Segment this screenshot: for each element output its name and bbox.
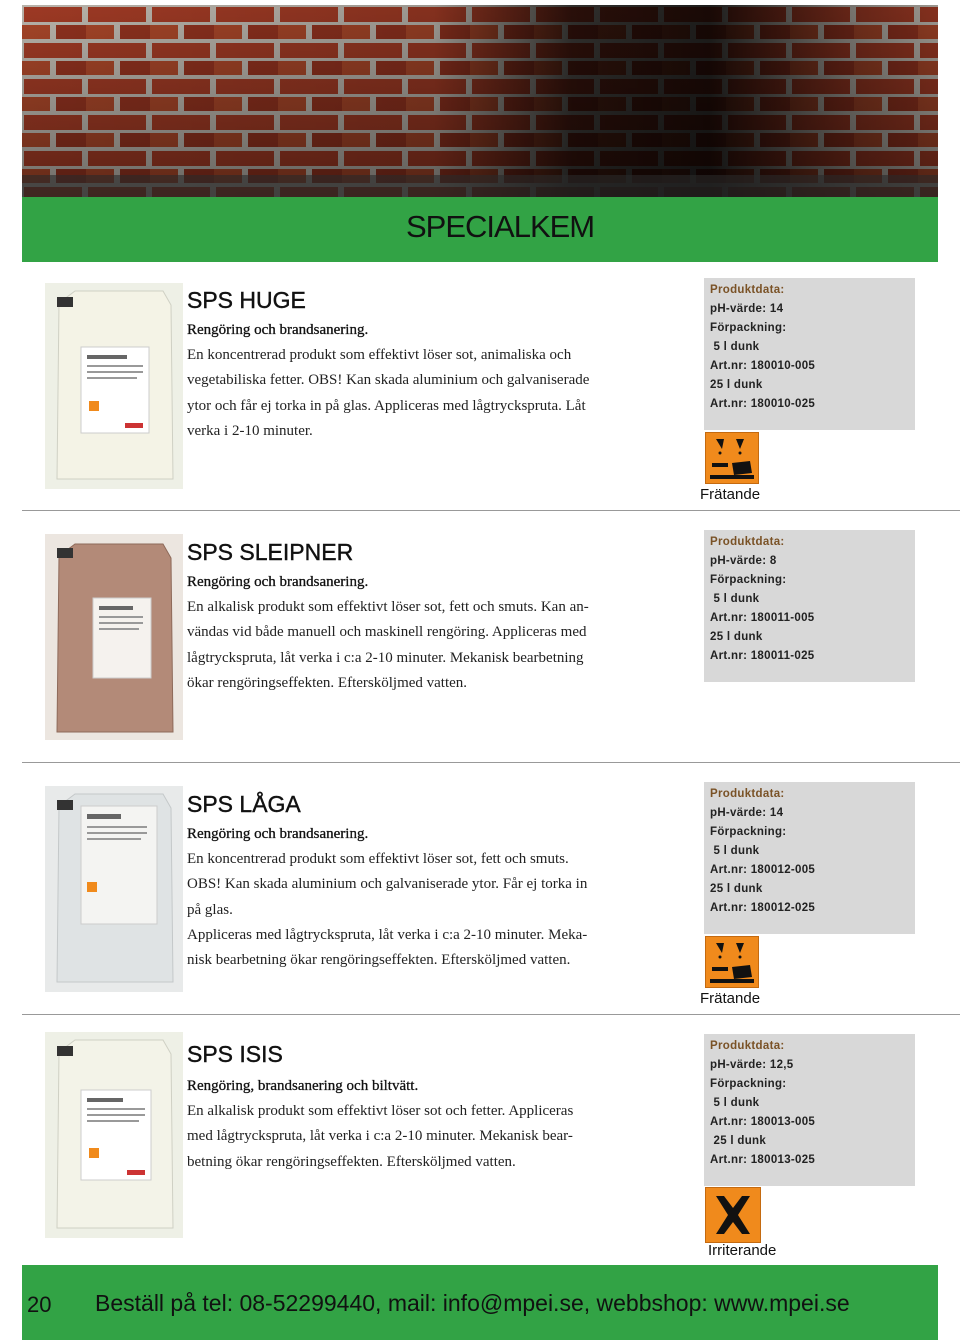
description-line: En koncentrerad produkt som effektivt löser sot, animaliska och	[187, 347, 572, 363]
hazard-label: Frätande	[700, 486, 761, 503]
product-image-sps-huge	[45, 283, 183, 489]
article-number: Art.nr: 180011-005	[710, 612, 815, 624]
product-image-sps-isis	[45, 1032, 183, 1238]
product-name: SPS ISIS	[187, 1041, 283, 1067]
package-size: 5 l dunk	[710, 845, 760, 857]
ph-value: pH-värde: 14	[710, 303, 784, 315]
packaging-label: Förpackning:	[710, 574, 787, 586]
divider	[22, 762, 960, 763]
description-line: En koncentrerad produkt som effektivt löser sot, fett och smuts.	[187, 851, 569, 867]
description-line: vändas vid både manuell och maskinell rengöring. Appliceras med	[187, 624, 587, 641]
product-name: SPS HUGE	[187, 287, 306, 313]
description-line: OBS! Kan skada aluminium och galvaniserade ytor. Får ej torka in	[187, 876, 588, 893]
section-title: SPECIALKEM	[406, 209, 595, 244]
product-data-box	[704, 278, 915, 430]
product-image-sps-sleipner	[45, 534, 183, 740]
ph-value: pH-värde: 14	[710, 807, 784, 819]
product-data-box	[704, 530, 915, 682]
product-data-heading: Produktdata:	[710, 536, 785, 548]
product-subtitle: Rengöring och brandsanering.	[187, 574, 369, 590]
divider	[22, 1014, 960, 1015]
section-banner	[22, 197, 938, 262]
product-data-box	[704, 782, 915, 934]
description-line: med lågtryckspruta, låt verka i c:a 2-10 minuter. Mekanisk bear-	[187, 1128, 573, 1145]
packaging-label: Förpackning:	[710, 826, 787, 838]
description-line: ytor och får ej torka in på glas. Appliceras med lågtryckspruta. Låt	[187, 397, 586, 414]
packaging-label: Förpackning:	[710, 322, 787, 334]
product-name: SPS SLEIPNER	[187, 539, 354, 565]
corrosive-icon	[705, 936, 759, 988]
hazard-label: Irriterande	[708, 1242, 777, 1259]
product-data-heading: Produktdata:	[710, 1040, 785, 1052]
product-description	[187, 595, 697, 696]
description-line: på glas.	[187, 901, 233, 918]
page-number: 20	[27, 1292, 52, 1317]
packaging-label: Förpackning:	[710, 1078, 787, 1090]
product-description	[187, 847, 697, 973]
ph-value: pH-värde: 8	[710, 555, 777, 567]
product-name: SPS LÅGA	[187, 791, 301, 817]
description-line: En alkalisk produkt som effektivt löser sot och fetter. Appliceras	[187, 1103, 574, 1119]
product-data-box	[704, 1034, 915, 1186]
package-size: 25 l dunk	[710, 631, 763, 643]
description-line: nisk bearbetning ökar rengöringseffekten. Eftersköljmed vatten.	[187, 952, 571, 969]
article-number: Art.nr: 180010-025	[710, 398, 816, 410]
package-size: 5 l dunk	[710, 1097, 760, 1109]
product-subtitle: Rengöring och brandsanering.	[187, 322, 369, 338]
footer-bar	[22, 1265, 938, 1340]
hero-brick-wall-image	[22, 5, 938, 197]
package-size: 25 l dunk	[710, 379, 763, 391]
product-subtitle: Rengöring och brandsanering.	[187, 826, 369, 842]
ph-value: pH-värde: 12,5	[710, 1059, 794, 1071]
description-line: lågtryckspruta, låt verka i c:a 2-10 minuter. Mekanisk bearbetning	[187, 649, 584, 666]
corrosive-icon	[705, 432, 759, 484]
article-number: Art.nr: 180013-025	[710, 1154, 816, 1166]
description-line: vegetabiliska fetter. OBS! Kan skada aluminium och galvaniserade	[187, 372, 590, 389]
article-number: Art.nr: 180012-005	[710, 864, 816, 876]
description-line: verka i 2-10 minuter.	[187, 422, 313, 439]
divider	[22, 510, 960, 511]
contact-info: Beställ på tel: 08-52299440, mail: info@mpei.se, webbshop: www.mpei.se	[95, 1290, 850, 1316]
irritant-icon	[705, 1187, 761, 1243]
description-line: En alkalisk produkt som effektivt löser sot, fett och smuts. Kan an-	[187, 599, 589, 615]
package-size: 5 l dunk	[710, 341, 760, 353]
description-line: Appliceras med lågtryckspruta, låt verka i c:a 2-10 minuter. Meka-	[187, 926, 588, 943]
product-description	[187, 343, 697, 444]
package-size: 25 l dunk	[710, 883, 763, 895]
package-size: 25 l dunk	[710, 1135, 767, 1147]
article-number: Art.nr: 180012-025	[710, 902, 816, 914]
product-image-sps-laga	[45, 786, 183, 992]
description-line: betning ökar rengöringseffekten. Eftersköljmed vatten.	[187, 1153, 516, 1170]
package-size: 5 l dunk	[710, 593, 760, 605]
product-data-heading: Produktdata:	[710, 284, 785, 296]
article-number: Art.nr: 180011-025	[710, 650, 815, 662]
article-number: Art.nr: 180013-005	[710, 1116, 816, 1128]
article-number: Art.nr: 180010-005	[710, 360, 816, 372]
description-line: ökar rengöringseffekten. Eftersköljmed vatten.	[187, 674, 468, 691]
product-description	[187, 1099, 697, 1175]
product-data-heading: Produktdata:	[710, 788, 785, 800]
product-subtitle: Rengöring, brandsanering och biltvätt.	[187, 1078, 419, 1094]
hazard-label: Frätande	[700, 990, 761, 1007]
